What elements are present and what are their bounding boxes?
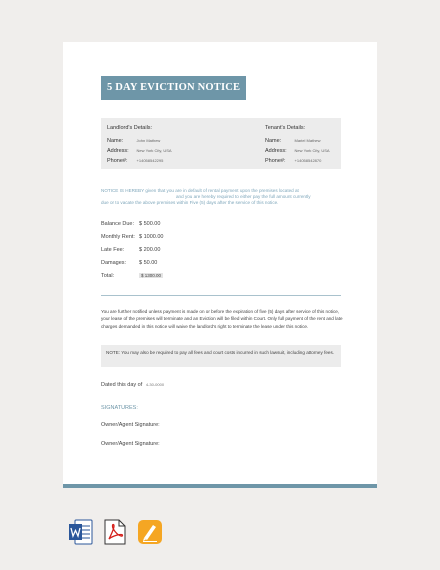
page-bottom-bar <box>63 484 377 488</box>
section-divider <box>101 295 341 296</box>
signatures-heading: SIGNATURES: <box>101 405 138 411</box>
landlord-name-row <box>107 138 160 144</box>
party-details-box <box>101 118 341 169</box>
pages-icon[interactable] <box>138 519 162 545</box>
note-box: NOTE: You may also be required to pay all fees and court costs incurred in such lawsuit, including attorney fees. <box>101 345 341 367</box>
dated-label: Dated this day of <box>101 382 143 388</box>
amount-value: $ 1000.00 <box>139 234 164 240</box>
tenant-heading: Tenant's Details: <box>265 125 306 131</box>
tenant-address-row <box>265 148 330 154</box>
tenant-address-label: Address: <box>265 148 287 154</box>
landlord-name-value: John Mathew <box>136 138 161 143</box>
landlord-phone-value: +14058542295 <box>136 158 164 163</box>
amount-label: Damages: <box>101 260 127 266</box>
amount-value: $ 200.00 <box>139 247 161 253</box>
tenant-address-value: New York City, USA <box>294 148 330 153</box>
amount-value: $ 500.00 <box>139 221 161 227</box>
tenant-name-value: Mariel Mathew <box>294 138 321 143</box>
amount-label: Late Fee: <box>101 247 125 253</box>
dated-value: 4-30-0000 <box>145 382 165 387</box>
owner-signature-2: Owner/Agent Signature: <box>101 441 160 447</box>
tenant-name-row <box>265 138 321 144</box>
document-page <box>63 42 377 486</box>
tenant-phone-value: +14058542870 <box>294 158 322 163</box>
notice-paragraph <box>101 188 343 207</box>
landlord-phone-row <box>107 158 163 164</box>
landlord-address-label: Address: <box>107 148 129 154</box>
pdf-icon[interactable] <box>103 519 127 545</box>
landlord-heading: Landlord's Details: <box>107 125 153 131</box>
further-notice-paragraph: You are further notified unless payment is made on or before the expiration of five (5) days after service of this notice, your lease of the premises will terminate and an Eviction will be filed within Court. Only full payment of the rent and late charges demanded in this notice will waive the landlord's right to terminate the lease under this notice. <box>101 309 343 329</box>
total-value: $ 1300.00 <box>141 273 162 278</box>
notice-line-2-text: and you are hereby required to either pay the full amount currently <box>176 194 311 200</box>
landlord-address-row <box>107 148 172 154</box>
amount-label: Balance Due: <box>101 221 135 227</box>
dated-line <box>101 382 164 388</box>
tenant-phone-label: Phone#: <box>265 158 286 164</box>
tenant-phone-row <box>265 158 321 164</box>
word-icon[interactable] <box>69 519 93 545</box>
owner-signature-1: Owner/Agent Signature: <box>101 422 160 428</box>
document-title: 5 DAY EVICTION NOTICE <box>101 76 246 100</box>
landlord-phone-label: Phone#: <box>107 158 128 164</box>
landlord-name-label: Name: <box>107 138 124 144</box>
amount-value: $ 50.00 <box>139 260 158 266</box>
amount-label: Total: <box>101 273 115 279</box>
notice-line-1: NOTICE IS HEREBY given that you are in default of rental payment upon the premises located at <box>101 188 299 193</box>
amount-label: Monthly Rent: <box>101 234 135 240</box>
tenant-name-label: Name: <box>265 138 282 144</box>
notice-line-3: due or to vacate the above premises within Five (5) days after the service of this notice. <box>101 200 279 206</box>
landlord-address-value: New York City, USA <box>136 148 172 153</box>
